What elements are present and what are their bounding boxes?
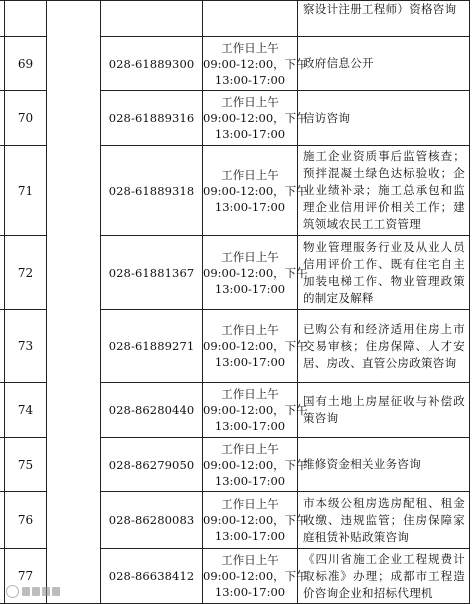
phone-number: 028-86280440	[101, 383, 203, 438]
hours-afternoon: 13:00-17:00	[214, 355, 286, 369]
service-desc: 维修资金相关业务咨询	[298, 438, 470, 492]
office-hours	[203, 146, 308, 236]
hours-afternoon: 13:00-17:00	[214, 199, 286, 214]
phone-number: 028-61889300	[101, 37, 203, 91]
office-hours	[203, 37, 308, 91]
service-desc: 市本级公租房选房配租、租金收缴、违规监管；住房保障家庭租赁补贴政策咨询	[298, 492, 470, 549]
service-desc: 政府信息公开	[298, 37, 470, 91]
office-hours	[203, 236, 308, 310]
row-number: 74	[5, 383, 47, 438]
hours-days: 工作日上午	[221, 441, 279, 456]
office-hours	[203, 438, 308, 492]
service-desc: 国有土地上房屋征收与补偿政策咨询	[298, 383, 470, 438]
phone-number: 028-61889271	[101, 310, 203, 383]
hours-morning: 09:00-12:00，下午	[203, 339, 308, 353]
row-number: 73	[5, 310, 47, 383]
row-number: 69	[5, 37, 47, 91]
phone-number: 028-86279050	[101, 438, 203, 492]
service-desc: 施工企业资质事后监管核查；预拌混凝土绿色达标验收；企业业绩补录；施工总承包和监理企业信用评价相关工作；建筑领域农民工工资管理	[298, 146, 470, 236]
office-hours	[203, 383, 308, 438]
row-number: 76	[5, 492, 47, 549]
phone-number: 028-61881367	[101, 236, 203, 310]
row-number: 70	[5, 91, 47, 146]
hours-afternoon: 13:00-17:00	[214, 419, 286, 433]
row-number: 75	[5, 438, 47, 492]
row-number: 72	[5, 236, 47, 310]
hours-days: 工作日上午	[221, 553, 279, 567]
office-hours	[203, 91, 308, 146]
phone-number: 028-61889318	[101, 146, 203, 236]
phone-number: 028-86280083	[101, 492, 203, 549]
hours-days: 工作日上午	[221, 497, 279, 511]
hours-morning: 09:00-12:00，下午	[203, 111, 308, 125]
hours-morning: 09:00-12:00，下午	[203, 457, 308, 472]
hours-days: 工作日上午	[221, 249, 279, 264]
table-row	[0, 1, 470, 37]
hours-afternoon: 13:00-17:00	[214, 127, 286, 141]
hours-morning: 09:00-12:00，下午	[203, 56, 308, 71]
hours-morning: 09:00-12:00，下午	[203, 513, 308, 527]
hours-afternoon: 13:00-17:00	[214, 585, 286, 599]
service-desc: 《四川省施工企业工程规费计取标准》办理；成都市工程造价咨询企业和招标代理机	[298, 549, 470, 604]
service-desc: 察设计注册工程师）资格咨询	[298, 1, 470, 37]
service-desc: 信访咨询	[298, 91, 470, 146]
hours-morning: 09:00-12:00，下午	[203, 403, 308, 417]
phone-number: 028-61889316	[101, 91, 203, 146]
hours-afternoon: 13:00-17:00	[214, 529, 286, 543]
service-desc: 物业管理服务行业及从业人员信用评价工作、既有住宅自主加装电梯工作、物业管理政策的制定及解释	[298, 236, 470, 310]
logo-mark-icon	[6, 585, 19, 598]
row-number-cell	[5, 1, 47, 37]
service-desc: 已购公有和经济适用住房上市交易审核；住房保障、人才安居、房改、直管公房政策咨询	[298, 310, 470, 383]
watermark	[6, 583, 66, 599]
hours-afternoon: 13:00-17:00	[214, 281, 286, 296]
hours-days: 工作日上午	[221, 387, 279, 401]
hours-days: 工作日上午	[221, 167, 279, 182]
hours-afternoon: 13:00-17:00	[214, 473, 286, 488]
hours-days: 工作日上午	[221, 95, 279, 109]
hours-days: 工作日上午	[221, 323, 279, 337]
hours-morning: 09:00-12:00，下午	[203, 265, 308, 280]
hours-morning: 09:00-12:00，下午	[203, 569, 308, 583]
office-hours	[203, 549, 308, 604]
office-hours	[203, 310, 308, 383]
hours-afternoon: 13:00-17:00	[214, 72, 286, 87]
row-number: 77	[5, 549, 47, 604]
office-hours	[203, 492, 308, 549]
row-number: 71	[5, 146, 47, 236]
hours-cell	[203, 1, 298, 37]
hours-days: 工作日上午	[221, 40, 279, 55]
department-cell	[47, 1, 101, 604]
phone-number: 028-86638412	[101, 549, 203, 604]
phone-cell	[101, 1, 203, 37]
watermark-logo	[22, 587, 60, 596]
hours-morning: 09:00-12:00，下午	[203, 183, 308, 198]
